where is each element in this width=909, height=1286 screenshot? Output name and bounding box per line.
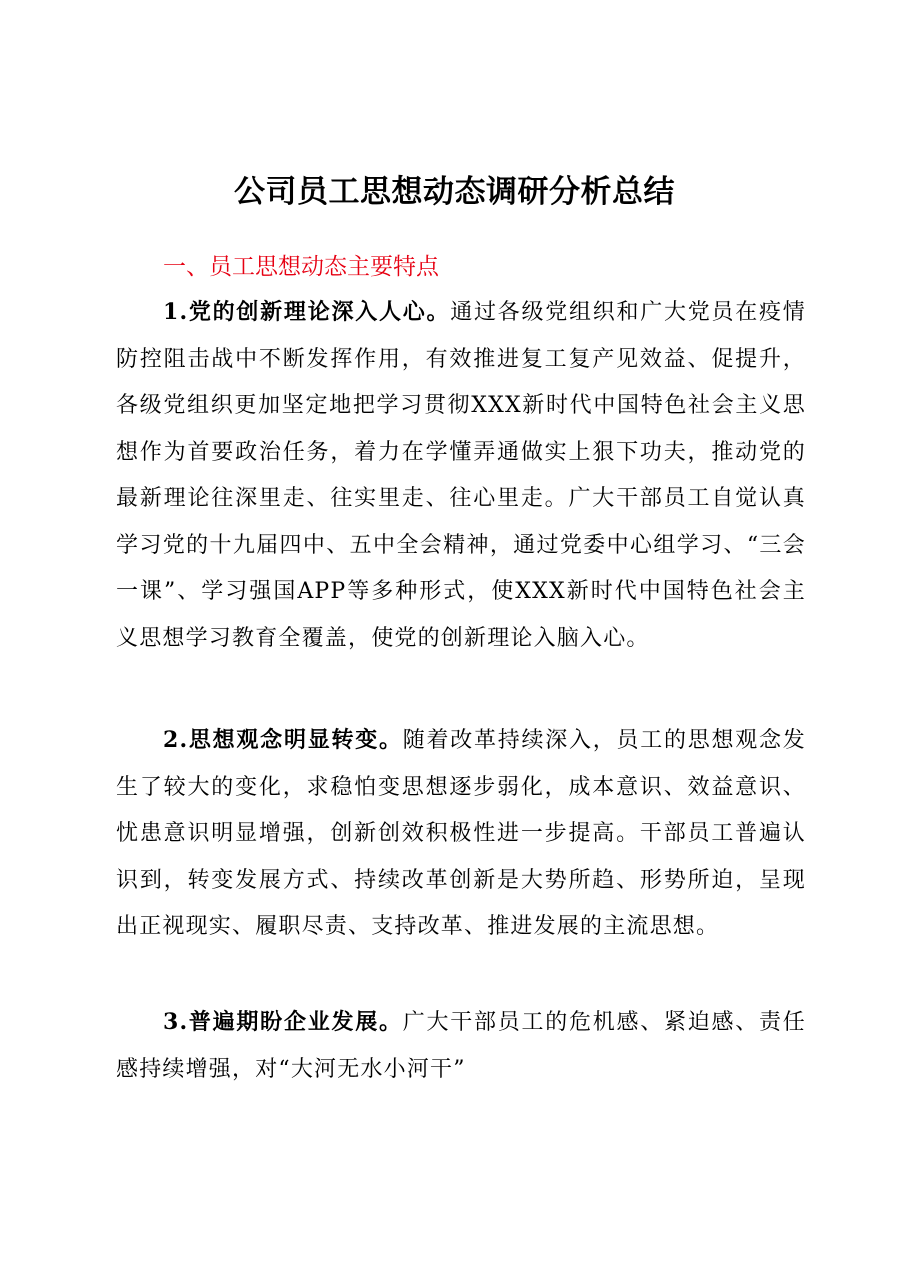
paragraph-2-body: 随着改革持续深入，员工的思想观念发生了较大的变化，求稳怕变思想逐步弱化，成本意识、效益意识、忧患意识明显增强，创新创效积极性进一步提高。干部员工普遍认识到，转变发展方式、持续改革创新是大势所趋、形势所迫，呈现出正视现实、履职尽责、支持改革、推进发展的主流思想。: [116, 728, 806, 939]
document-title: 公司员工思想动态调研分析总结: [234, 174, 675, 210]
paragraph-2: [116, 717, 806, 951]
paragraph-3-body: 广大干部员工的危机感、紧迫感、责任感持续增强，对“大河无水小河干”: [116, 1010, 806, 1082]
paragraph-1: [116, 289, 806, 662]
paragraph-3-lead: 3.普遍期盼企业发展。: [163, 1009, 403, 1035]
section-heading: 一、员工思想动态主要特点: [163, 254, 439, 280]
paragraph-1-lead: 1.党的创新理论深入人心。: [163, 299, 451, 325]
paragraph-3: [116, 999, 806, 1093]
paragraph-2-lead: 2.思想观念明显转变。: [163, 727, 403, 753]
paragraph-1-body: 通过各级党组织和广大党员在疫情防控阻击战中不断发挥作用，有效推进复工复产见效益、促提升，各级党组织更加坚定地把学习贯彻XXX新时代中国特色社会主义思想作为首要政治任务，着力在学懂弄通做实上狠下功夫，推动党的最新理论往深里走、往实里走、往心里走。广大干部员工自觉认真学习党的十九届四中、五中全会精神，通过党委中心组学习、“三会一课”、学习强国APP等多种形式，使XXX新时代中国特色社会主义思想学习教育全覆盖，使党的创新理论入脑入心。: [116, 300, 806, 651]
